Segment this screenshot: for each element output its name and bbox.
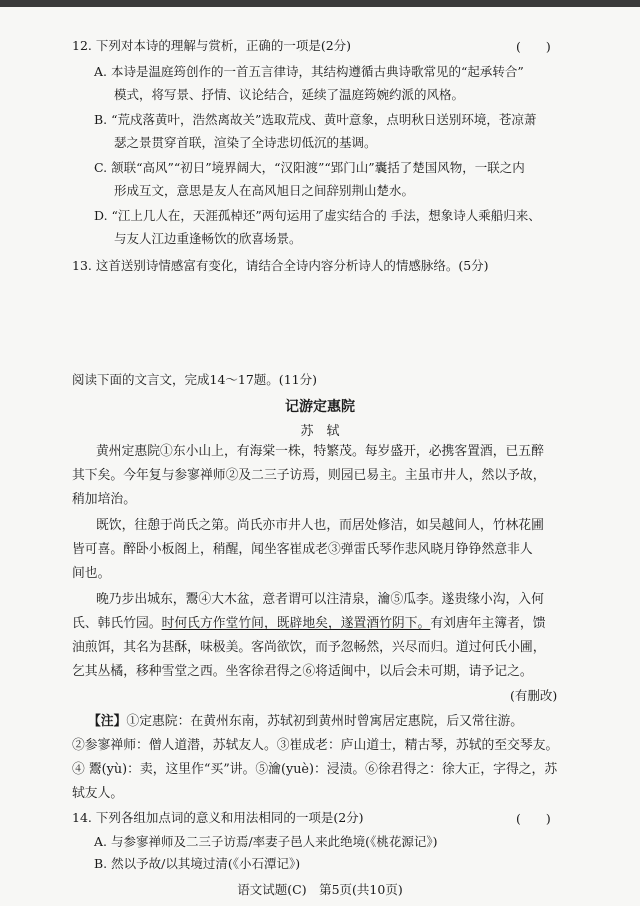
passage-p1-line3: 稍加培治。 bbox=[72, 492, 136, 507]
abridged-note: (有删改) bbox=[510, 688, 558, 703]
top-edge-bar bbox=[0, 0, 640, 7]
passage-p3-line2 bbox=[72, 616, 545, 632]
q12-option-d-line1: D. “江上几人在，天涯孤棹还”两句运用了虚实结合的 手法，想象诗人乘船归来、 bbox=[94, 208, 541, 223]
passage-p2-line2: 皆可喜。醉卧小板阁上，稍醒，闻坐客崔成老③弹雷氏琴作悲风晓月铮铮然意非人 bbox=[72, 542, 533, 557]
q14-option-b: B. 然以予故/以其境过清(《小石潭记》) bbox=[94, 856, 301, 871]
q12-option-a-line2: 模式，将写景、抒情、议论结合，延续了温庭筠婉约派的风格。 bbox=[114, 87, 465, 102]
passage-p1-line1: 黄州定惠院①东小山上，有海棠一株，特繁茂。每岁盛开，必携客置酒，已五醉 bbox=[96, 444, 544, 459]
underlined-sentence: 时何氏方作堂竹间，既辟地矣，遂置酒竹阴下。 bbox=[161, 616, 431, 631]
q13-stem: 13. 这首送别诗情感富有变化，请结合全诗内容分析诗人的情感脉络。(5分) bbox=[72, 258, 489, 273]
passage-p3-line1: 晚乃步出城东，鬻④大木盆，意者谓可以注清泉，瀹⑤瓜李。遂贵缘小沟，入何 bbox=[96, 592, 544, 607]
page-footer: 语文试题(C) 第5页(共10页) bbox=[237, 882, 403, 897]
passage-p3-line3: 油煎饵，其名为甚酥，味极美。客尚欲饮，而予忽畅然，兴尽而归。道过何氏小圃， bbox=[72, 640, 546, 655]
passage-p1-line2: 其下矣。今年复与参寥禅师②及二三子访焉，则园已易主。主虽市井人，然以予故， bbox=[72, 468, 546, 483]
notes-label: 【注】 bbox=[88, 714, 127, 729]
passage-p3-line4: 乞其丛橘，移种雪堂之西。坐客徐君得之⑥将适闽中，以后会未可期，请予记之。 bbox=[72, 664, 533, 679]
passage-p3-line2-start: 氏、韩氏竹园。 bbox=[72, 616, 162, 631]
passage-p2-line3: 间也。 bbox=[72, 566, 111, 581]
q12-option-c-line2: 形成互文，意思是友人在高风旭日之间辞别荆山楚水。 bbox=[114, 183, 415, 198]
q12-answer-paren: ( ) bbox=[516, 39, 551, 54]
q14-answer-paren: ( ) bbox=[516, 811, 551, 826]
passage-p2-line1: 既饮，往憩于尚氏之第。尚氏亦市井人也，而居处修洁，如吴越间人，竹林花圃 bbox=[96, 518, 544, 533]
notes-line3: ④ 鬻(yù)：卖，这里作“买”讲。⑤瀹(yuè)：浸渍。⑥徐君得之：徐大正，字得之，苏 bbox=[72, 762, 558, 777]
note-1: ①定惠院：在黄州东南，苏轼初到黄州时曾寓居定惠院，后又常往游。 bbox=[126, 714, 524, 729]
q12-option-b-line2: 瑟之景贯穿首联，渲染了全诗悲切低沉的基调。 bbox=[114, 135, 377, 150]
passage-p3-line2-end: 有刘唐年主簿者，馈 bbox=[430, 616, 546, 631]
q14-option-a: A. 与参寥禅师及二三子访焉/率妻子邑人来此绝境(《桃花源记》) bbox=[94, 834, 438, 849]
notes-line1 bbox=[88, 714, 523, 730]
notes-line2: ②参寥禅师：僧人道潜，苏轼友人。③崔成老：庐山道士，精古琴，苏轼的至交琴友。 bbox=[72, 738, 559, 753]
q12-option-c-line1: C. 颔联“高风”“初日”境界阔大，“汉阳渡”“郢门山”囊括了楚国风物，一联之内 bbox=[94, 160, 525, 175]
q14-stem: 14. 下列各组加点词的意义和用法相同的一项是(2分) bbox=[72, 810, 364, 825]
reading-intro: 阅读下面的文言文，完成14～17题。(11分) bbox=[72, 372, 317, 387]
q12-stem: 12. 下列对本诗的理解与赏析，正确的一项是(2分) bbox=[72, 38, 352, 53]
q12-option-b-line1: B. “荒戍落黄叶，浩然离故关”选取荒戍、黄叶意象，点明秋日送别环境，苍凉萧 bbox=[94, 112, 537, 127]
notes-line4: 轼友人。 bbox=[72, 786, 124, 801]
passage-title: 记游定惠院 bbox=[285, 399, 355, 415]
q12-option-a-line1: A. 本诗是温庭筠创作的一首五言律诗，其结构遵循古典诗歌常见的“起承转合” bbox=[94, 64, 524, 79]
q12-option-d-line2: 与友人江边重逢畅饮的欣喜场景。 bbox=[114, 231, 302, 246]
passage-author: 苏 轼 bbox=[300, 424, 340, 439]
